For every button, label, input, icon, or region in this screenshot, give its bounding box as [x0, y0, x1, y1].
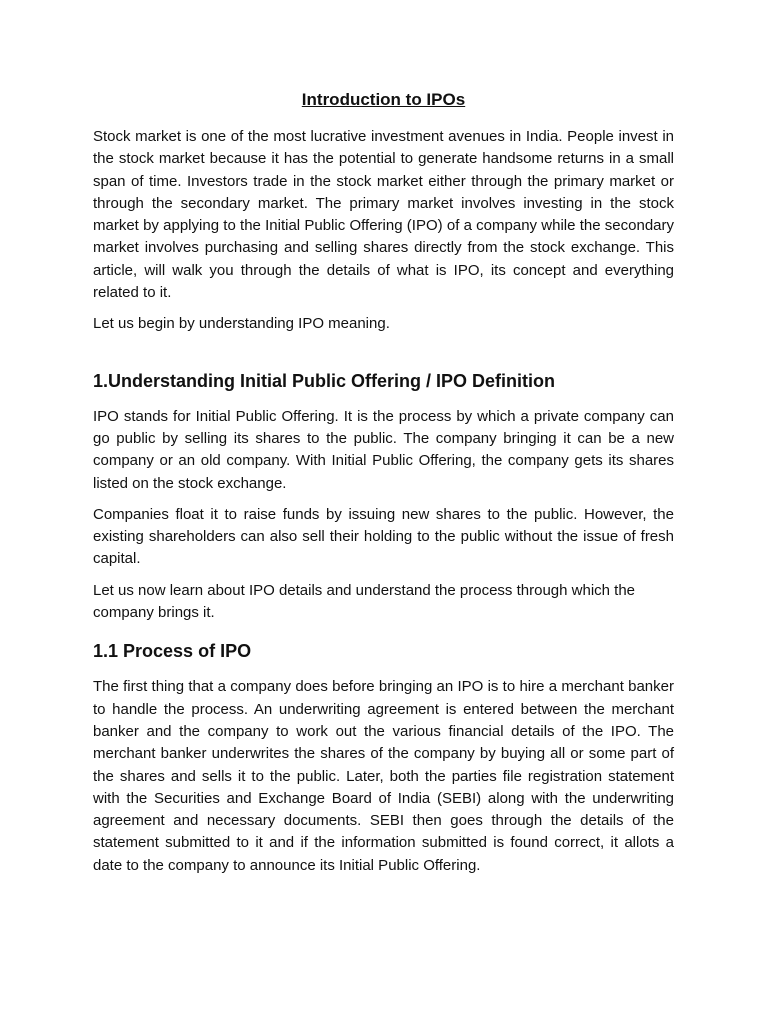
section-1-1-heading: 1.1 Process of IPO — [93, 641, 252, 662]
section-1-1-paragraph-1: The first thing that a company does before bringing an IPO is to hire a merchant banker to handle the process. An underwriting agreement is entered between the merchant banker and the company to work out the various financial details of the IPO. The merchant banker underwrites the shares of the company by buying all or some part of the shares and sells it to the public. Later, both the parties file registration statement with the Securities and Exchange Board of India (SEBI) along with the underwriting agreement and necessary documents. SEBI then goes through the details of the statement submitted to it and if the information submitted is found correct, it allots a date to the company to announce its Initial Public Offering. — [93, 678, 674, 874]
section-1-paragraph-3: Let us now learn about IPO details and understand the process through which the company brings it. — [93, 581, 636, 622]
intro-paragraph-1: Stock market is one of the most lucrative investment avenues in India. People invest in the stock market because it has the potential to generate handsome returns in a small span of time. Investors trade in the stock market either through the primary market or through the secondary market. The primary market involves investing in the stock market by applying to the Initial Public Offering (IPO) of a company while the secondary market involves purchasing and selling shares directly from the stock exchange. This article, will walk you through the details of what is IPO, its concept and everything related to it. — [93, 128, 674, 302]
section-1-heading: 1.Understanding Initial Public Offering / IPO Definition — [93, 370, 556, 391]
section-1-paragraph-2: Companies float it to raise funds by issuing new shares to the public. However, the existing shareholders can also sell their holding to the public without the issue of fresh capital. — [93, 505, 674, 568]
document-title: Introduction to IPOs — [301, 90, 466, 109]
section-1-paragraph-1: IPO stands for Initial Public Offering. It is the process by which a private company can go public by selling its shares to the public. The company bringing it can be a new company or an old company. With Initial Public Offering, the company gets its shares listed on the stock exchange. — [93, 407, 674, 492]
intro-paragraph-2: Let us begin by understanding IPO meaning. — [93, 315, 390, 333]
document-page — [93, 88, 674, 886]
